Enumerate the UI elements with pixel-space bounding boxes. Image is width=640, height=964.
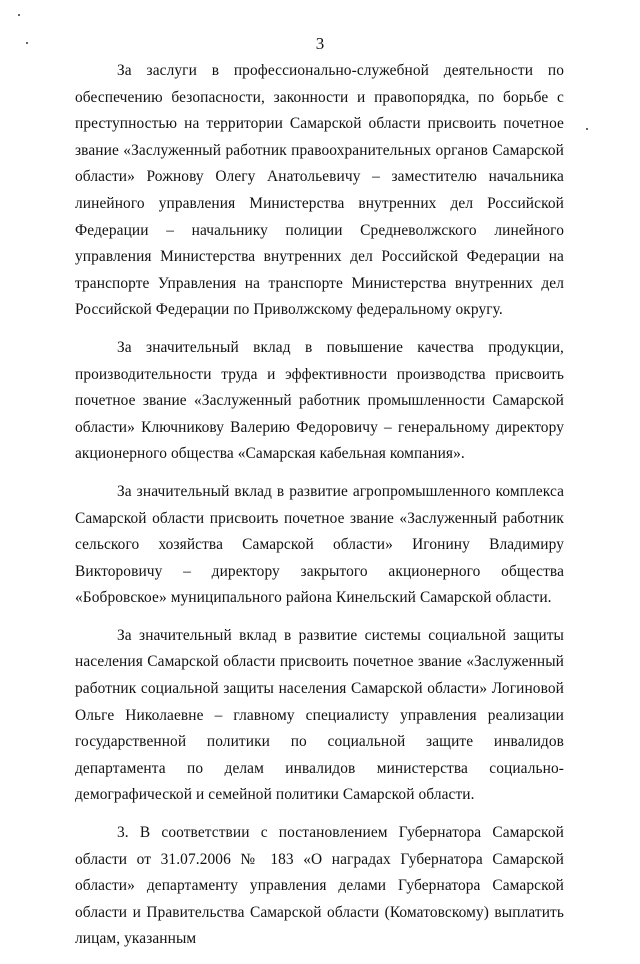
scan-speck <box>586 128 588 130</box>
paragraph-award-industry: За значительный вклад в повышение качества продукции, производительности труда и эффективности производства присвоить почетное звание «Заслуженный работник промышленности Самарской области» Ключникову Валерию Федоровичу – генеральному директору акционерного общества «Самарская кабельная компания». <box>75 338 564 463</box>
paragraph-award-social-protection: За значительный вклад в развитие системы социальной защиты населения Самарской области присвоить почетное звание «Заслуженный работник социальной защиты населения Самарской области» Логиновой Ольге Николаевне – главному специалисту управления реализации государственной политики по социальной защите инвалидов департамента по делам инвалидов министерства социально-демографической и семейной политики Самарской области. <box>75 626 564 804</box>
document-body <box>75 58 564 964</box>
page-number: 3 <box>315 34 325 53</box>
paragraph-clause-3: 3. В соответствии с постановлением Губернатора Самарской области от 31.07.2006 № 183 «О наградах Губернатора Самарской области» департаменту управления делами Губернатора Самарской области и Правительства Самарской области (Коматовскому) выплатить лицам, указанным <box>75 824 564 948</box>
paragraph-award-law-enforcement: За заслуги в профессионально-служебной деятельности по обеспечению безопасности, законности и правопорядка, по борьбе с преступностью на территории Самарской области присвоить почетное звание «Заслуженный работник правоохранительных органов Самарской области» Рожнову Олегу Анатольевичу – заместителю начальника линейного управления Министерства внутренних дел Российской Федерации – начальнику полиции Средневолжского линейного управления Министерства внутренних дел Российской Федерации на транспорте Управления на транспорте Министерства внутренних дел Российской Федерации по Приволжскому федеральному округу. <box>75 62 564 319</box>
scan-speck <box>18 14 20 16</box>
paragraph-award-agriculture: За значительный вклад в развитие агропромышленного комплекса Самарской области присвоить почетное звание «Заслуженный работник сельского хозяйства Самарской области» Игонину Владимиру Викторовичу – директору закрытого акционерного общества «Бобровское» муниципального района Кинельский Самарской области. <box>75 482 564 607</box>
